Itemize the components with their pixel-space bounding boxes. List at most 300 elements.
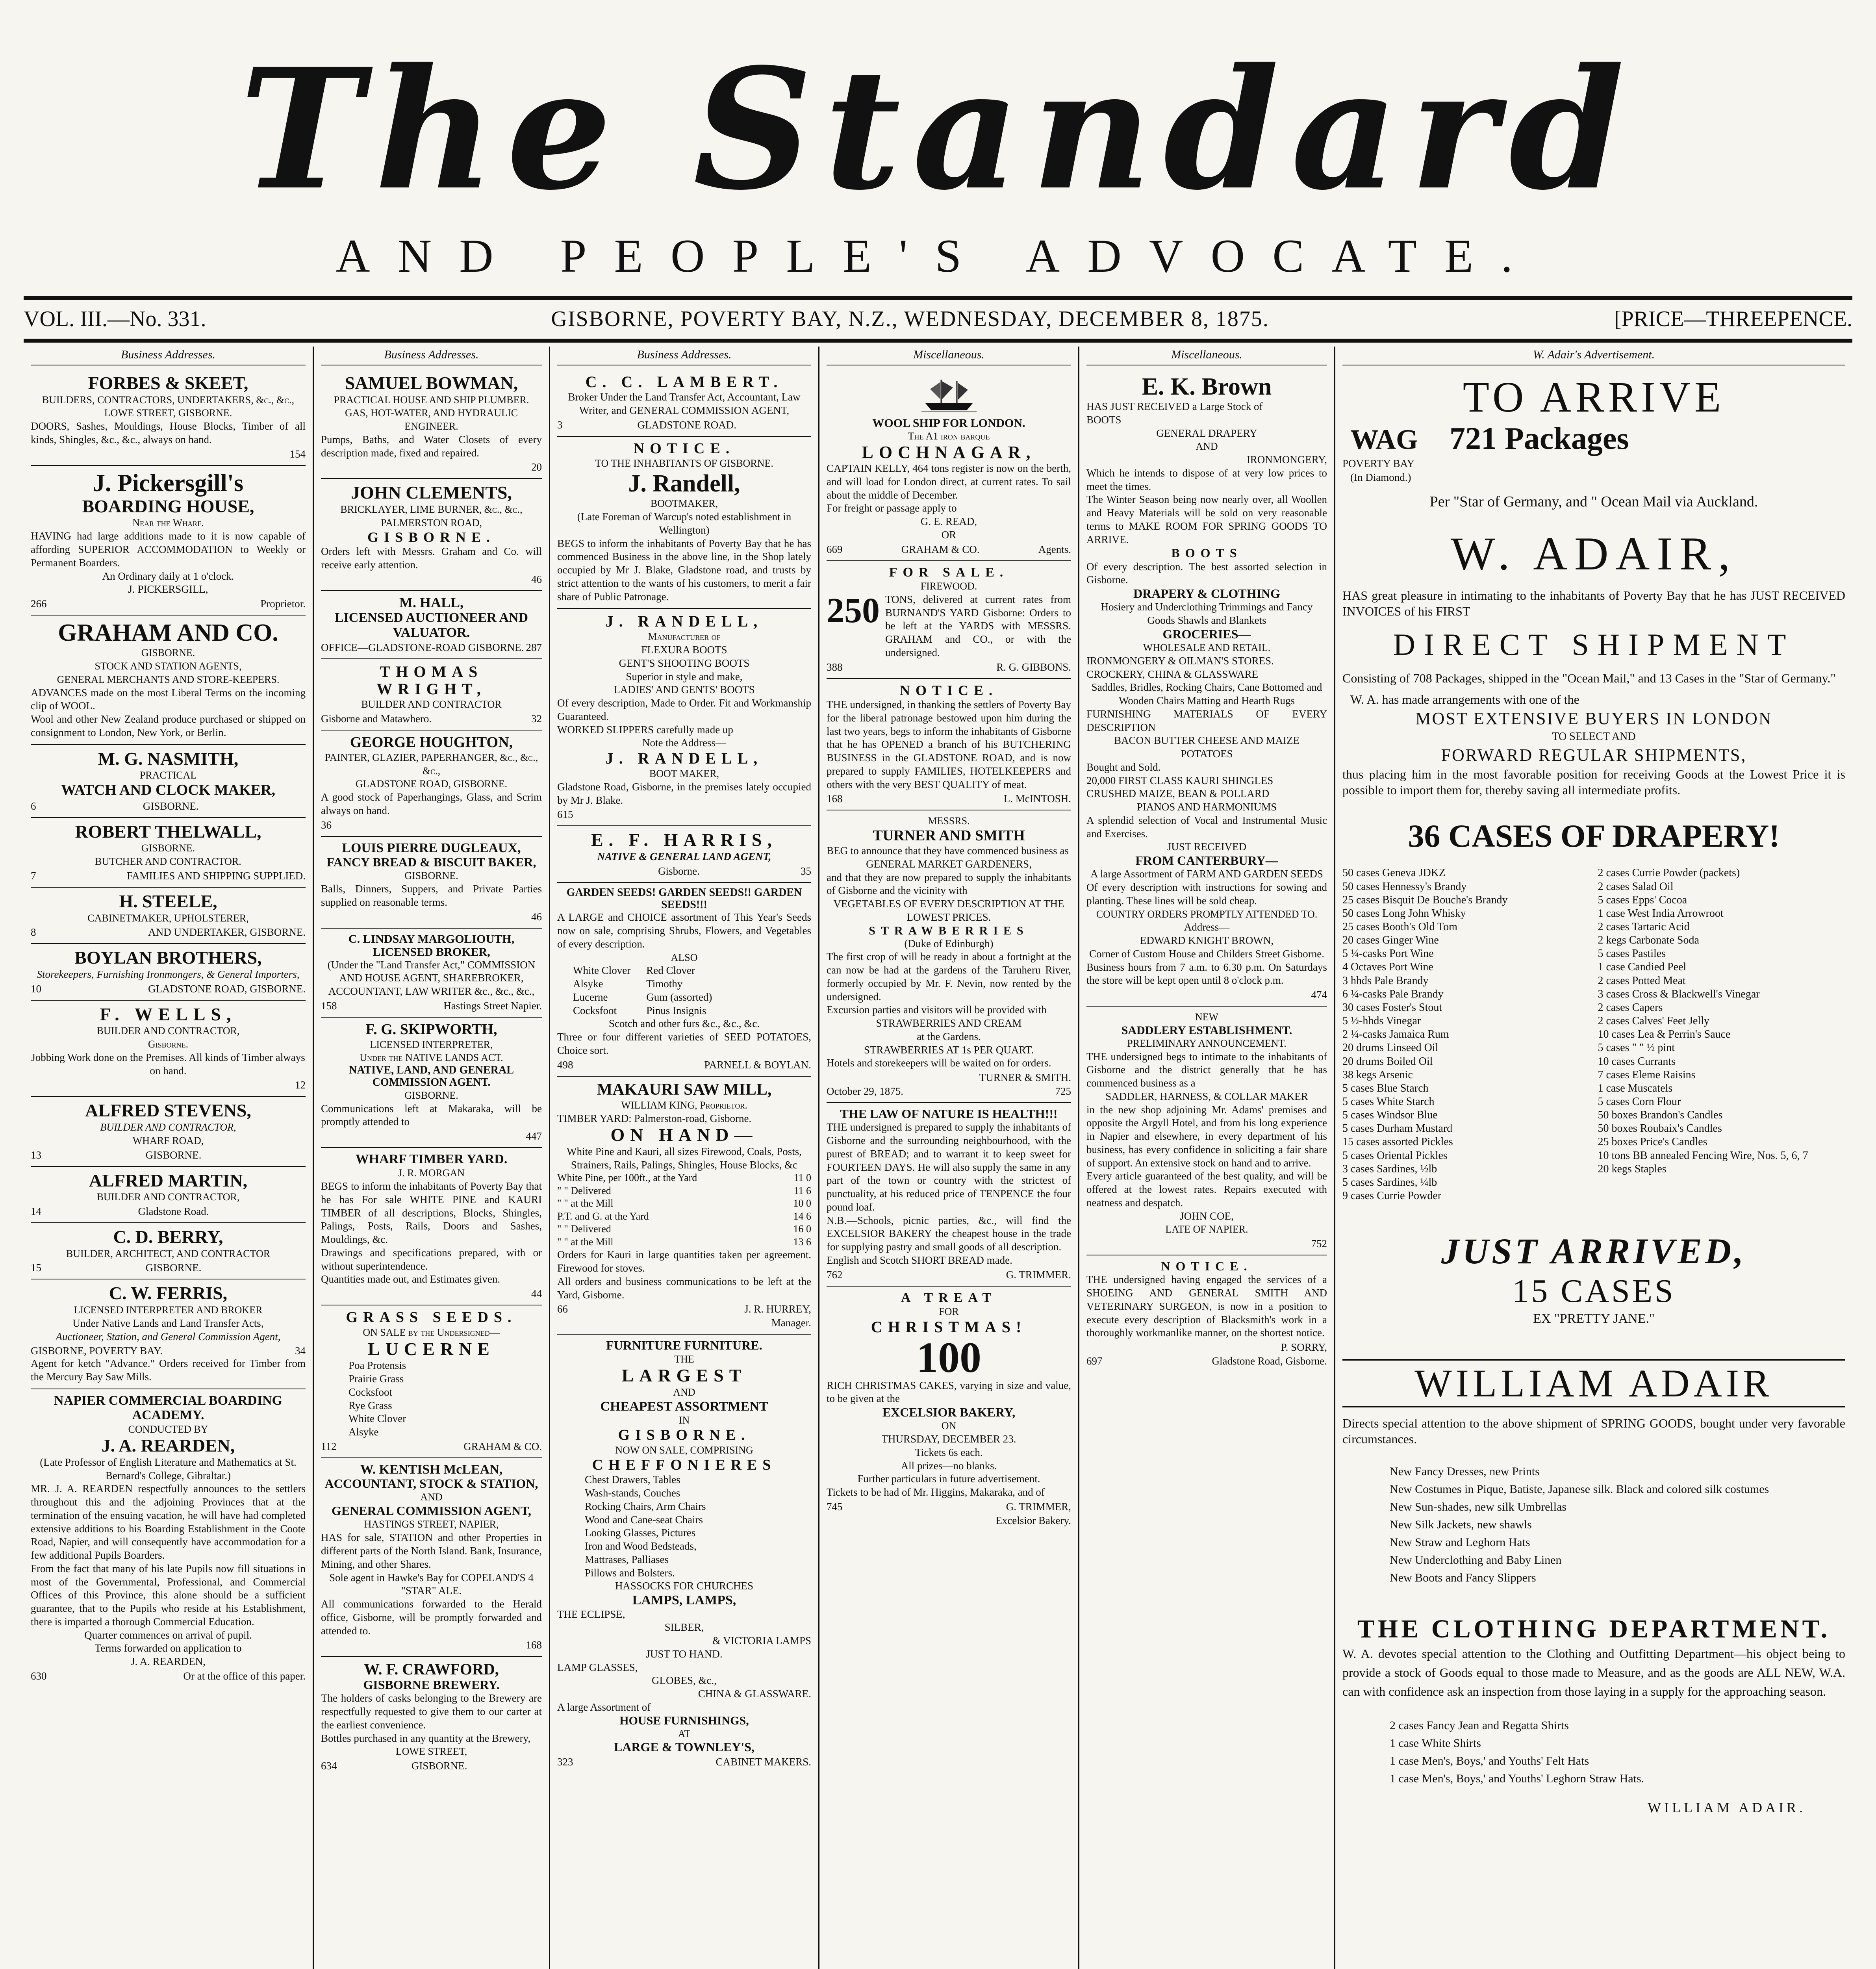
price-label: " " Delivered [557, 1223, 611, 1235]
ad-location: GISBORNE. [145, 1149, 202, 1161]
ad-text: Which he intends to dispose of at very low prices to meet the times. [1086, 467, 1327, 492]
masthead-rule-top [24, 296, 1852, 300]
price-label: " " at the Mill [557, 1236, 614, 1248]
ad-title: TURNER AND SMITH [873, 827, 1025, 844]
ad-line: Further particulars in future advertisement. [857, 1473, 1040, 1485]
ad-line: GLOBES, &c., [652, 1674, 717, 1687]
ad-title: M. G. NASMITH, [98, 748, 239, 769]
list-item: 1 case West India Arrowroot [1598, 907, 1724, 920]
ad-address: TIMBER YARD: Palmerston-road, Gisborne. [557, 1112, 752, 1124]
ad-title: THE LAW OF NATURE IS HEALTH!!! [840, 1107, 1058, 1121]
column-5 [1078, 347, 1334, 1969]
list-item: New Costumes in Pique, Batiste, Japanese silk. Black and colored silk costumes [1390, 1483, 1769, 1496]
list-item: 5 ½-hhds Vinegar [1342, 1015, 1421, 1027]
ad-line: CHEAPEST ASSORTMENT [600, 1399, 768, 1414]
position-text: thus placing him in the most favorable position for receiving Goods at the Lowest Price it is possible to import them for, thereby saving all intermediate profits. [1342, 767, 1845, 797]
ad-trade: BUILDER AND CONTRACTOR [361, 699, 502, 710]
ad-number: 20 [531, 461, 542, 473]
ad-text: Of every description. The best assorted selection in Gisborne. [1086, 560, 1327, 586]
list-item: 2 cases Calves' Feet Jelly [1598, 1015, 1709, 1027]
masthead-rule-bottom [24, 339, 1852, 343]
ad-sorry-notice [1086, 1255, 1327, 1372]
ad-ek-brown [1086, 369, 1327, 1007]
poverty-bay-label: POVERTY BAY [1342, 458, 1415, 469]
ad-agent: G. E. READ, [920, 515, 977, 528]
ad-note: FAMILIES AND SHIPPING SUPPLIED. [126, 870, 306, 882]
ad-title: NOTICE. [1161, 1259, 1253, 1274]
list-item: 3 hhds Pale Brandy [1342, 974, 1429, 987]
list-item: 20 cases Ginger Wine [1342, 934, 1439, 947]
list-item: 2 cases Currie Powder (packets) [1598, 867, 1740, 879]
list-item: 6 ¼-casks Pale Brandy [1342, 988, 1444, 1000]
ad-skipworth [321, 1018, 542, 1148]
list-item: 20 drums Linseed Oil [1342, 1042, 1439, 1054]
list-item: Prairie Grass [349, 1373, 404, 1385]
ad-text: HAS JUST RECEIVED a Large Stock of [1086, 400, 1263, 413]
list-item: 7 cases Eleme Raisins [1598, 1068, 1696, 1081]
list-item: 2 cases Potted Meat [1598, 974, 1686, 987]
price-value: 14 6 [793, 1210, 811, 1222]
column-heading: W. Adair's Advertisement. [1342, 347, 1845, 365]
list-item: New Underclothing and Baby Linen [1390, 1554, 1562, 1567]
list-item: 2 kegs Carbonate Soda [1598, 934, 1699, 947]
ad-number: 46 [531, 910, 542, 923]
list-item: Alsyke [573, 978, 603, 990]
list-item: Iron and Wood Bedsteads, [585, 1540, 697, 1552]
ad-number: 8 [31, 926, 36, 938]
ad-title: WOOL SHIP FOR LONDON. [872, 417, 1025, 430]
ad-trade: NATIVE & GENERAL LAND AGENT, [597, 851, 771, 863]
ad-address: OFFICE—GLADSTONE-ROAD GISBORNE. [321, 642, 524, 654]
ad-title: JOHN CLEMENTS, [351, 482, 512, 503]
ad-line: WORKED SLIPPERS carefully made up [557, 723, 733, 736]
ad-text: THE undersigned begs to intimate to the inhabitants of Gisborne and the district generally that he has commenced business as a [1086, 1050, 1327, 1089]
ad-line: IRONMONGERY, [1246, 454, 1327, 466]
list-item: 1 case Candied Peel [1598, 961, 1687, 973]
ad-subtitle: MESSRS. [928, 815, 970, 827]
list-item: 5 cases Windsor Blue [1342, 1109, 1438, 1122]
ad-number: 752 [1311, 1238, 1327, 1250]
ad-napier-academy [31, 1389, 306, 1687]
ad-item-heading: GROCERIES— [1162, 627, 1251, 641]
ad-text: Saddles, Bridles, Rocking Chairs, Cane Bottomed and Wooden Chairs Matting and Hearth Rugs [1091, 681, 1322, 707]
clothing-text: W. A. devotes special attention to the Clothing and Outfitting Department—his object being to provide a stock of Goods equal to those made to Measure, and as the goods are ALL NEW, W.A. can with confidence ask an inspection from those laying in a supply for the approaching season. [1342, 1646, 1845, 1699]
ad-name: EDWARD KNIGHT BROWN, [1140, 934, 1274, 947]
ad-location: GISBORNE. [141, 842, 195, 854]
list-item: Lucerne [573, 991, 608, 1003]
list-item: 5 cases White Starch [1342, 1096, 1435, 1108]
ad-signature: R. G. GIBBONS. [996, 661, 1071, 673]
ad-text: A splendid selection of Vocal and Instrumental Music and Exercises. [1086, 814, 1327, 840]
list-item: New Silk Jackets, new shawls [1390, 1518, 1532, 1531]
adair-name-heading: W. ADAIR, [1450, 527, 1737, 580]
list-item: 1 case Men's, Boys,' and Youths' Felt Hats [1390, 1754, 1589, 1768]
ad-wool-ship [827, 369, 1071, 561]
list-item: Rye Grass [349, 1399, 392, 1411]
list-item: 25 boxes Price's Candles [1598, 1136, 1707, 1148]
ad-title: ROBERT THELWALL, [75, 821, 261, 842]
ad-title: GRAHAM AND CO. [58, 619, 278, 647]
list-item: Mattrases, Palliases [585, 1553, 669, 1565]
ad-text: Excursion parties and visitors will be provided with [827, 1004, 1047, 1016]
ad-trade: LICENSED INTERPRETER, [370, 1038, 493, 1050]
ad-thelwall [31, 818, 306, 888]
ad-location: GISBORNE. [141, 647, 195, 659]
ad-trade: WATCH AND CLOCK MAKER, [61, 781, 275, 798]
ad-line: & VICTORIA LAMPS [712, 1635, 811, 1647]
ad-number: 112 [321, 1440, 337, 1452]
ad-trade: BUILDER AND CONTRACTOR, [96, 1191, 240, 1203]
price-row [557, 1210, 811, 1223]
ad-note: Quarter commences on arrival of pupil. [84, 1629, 252, 1641]
ad-title: E. F. HARRIS, [591, 830, 777, 850]
ad-location: GISBORNE. [143, 800, 199, 812]
ad-trade: GISBORNE BREWERY. [363, 1678, 500, 1692]
ad-trade: SADDLER, HARNESS, & COLLAR MAKER [1105, 1090, 1308, 1102]
list-item: Red Clover [646, 964, 695, 977]
ad-randell-boots [557, 609, 811, 826]
ad-subtitle: FIREWOOD. [920, 580, 977, 592]
ad-item-heading: ON HAND— [610, 1125, 758, 1145]
arrangements-text: W. A. has made arrangements with one of the [1350, 692, 1579, 706]
price-value: 11 0 [793, 1172, 811, 1184]
list-item: 1 case White Shirts [1390, 1737, 1481, 1750]
ad-address: Hastings Street Napier. [443, 999, 542, 1012]
ad-address: Gladstone Road. [138, 1205, 209, 1217]
ad-line: WHOLESALE AND RETAIL. [1143, 642, 1271, 654]
ad-title: BOYLAN BROTHERS, [74, 947, 262, 968]
ad-big-number: 100 [916, 1333, 981, 1381]
ad-clements [321, 479, 542, 591]
ad-number: 287 [526, 642, 542, 654]
ad-text: STRAWBERRIES AT 1s PER QUART. [864, 1044, 1034, 1056]
ad-text: THE undersigned is prepared to supply the inhabitants of Gisborne and the surrounding neighbourhood, with the purest of BREAD; and to warrant it to keep sweet for FOURTEEN DAYS. He will also supply the same in any part of the town or country with the strictest of punctuality, at his reduced price of TENPENCE the four pound loaf. [827, 1121, 1071, 1213]
list-item: 3 cases Cross & Blackwell's Vinegar [1598, 988, 1760, 1000]
ad-graham [31, 616, 306, 745]
ad-line: COUNTRY ORDERS PROMPTLY ATTENDED TO. [1096, 908, 1318, 920]
list-item: Wood and Cane-seat Chairs [585, 1513, 703, 1526]
ad-trade: BOOTMAKER, [650, 498, 718, 510]
ad-note: An Ordinary daily at 1 o'clock. [102, 570, 234, 582]
ad-name: LOCHNAGAR, [862, 442, 1036, 462]
ad-address: Corner of Custom House and Childers Street Gisborne. [1089, 947, 1324, 960]
ad-item-heading: STRAWBERRIES [869, 924, 1029, 937]
adair-intro-text: HAS great pleasure in intimating to the inhabitants of Poverty Bay that he has JUST RECEIVED INVOICES of his FIRST [1342, 588, 1845, 618]
ad-christmas-treat [827, 1287, 1071, 1531]
list-item: Pillows and Bolsters. [585, 1567, 675, 1579]
clothing-list [1342, 1717, 1845, 1787]
ad-text: in the new shop adjoining Mr. Adams' premises and opposite the Argyll Hotel, and from his long experience in Napier and elsewhere, in every department of his business, has every confidence in soliciting a fair share of support. An extensive stock on hand and to arrive. [1086, 1103, 1327, 1169]
ad-text: Hosiery and Underclothing Trimmings and Fancy Goods Shawls and Blankets [1101, 601, 1313, 627]
ad-turner-smith [827, 810, 1071, 1103]
ad-hall [321, 591, 542, 659]
ad-note: (Duke of Edinburgh) [904, 937, 994, 949]
list-item: 50 cases Geneva JDKZ [1342, 867, 1446, 879]
ad-title: WHARF TIMBER YARD. [355, 1152, 508, 1167]
ad-line: 20,000 FIRST CLASS KAURI SHINGLES [1086, 774, 1274, 786]
ad-title: NOTICE. [899, 682, 998, 698]
ad-trade: Storekeepers, Furnishing Ironmongers, & General Importers, [37, 968, 300, 980]
list-item: 5 cases Oriental Pickles [1342, 1149, 1448, 1162]
ad-address: Gladstone Road, Gisborne, in the premises lately occupied by Mr J. Blake. [557, 781, 811, 806]
ad-martin [31, 1167, 306, 1223]
ad-text: Agent for ketch "Advance." Orders received for Timber from the Mercury Bay Saw Mills. [31, 1357, 306, 1383]
ad-trade: CABINETMAKER, UPHOLSTERER, [87, 912, 249, 924]
ad-harris [557, 826, 811, 883]
ad-text: From the fact that many of his late Pupils now fill situations in most of the Governmental, Professional, and Commercial Offices of this Province, this alone should be a sufficient guarantee, that to the Pupils who reside at his Establishment, there is imparted a thorough Commercial Education. [31, 1562, 306, 1628]
consisting-text: Consisting of 708 Packages, shipped in the "Ocean Mail," and 13 Cases in the "Star of Germany." [1342, 671, 1836, 685]
newspaper-subtitle: AND PEOPLE'S ADVOCATE. [336, 230, 1540, 282]
list-item: 50 cases Hennessy's Brandy [1342, 880, 1467, 893]
drapery-heading: 36 CASES OF DRAPERY! [1408, 818, 1780, 854]
spring-goods-list [1342, 1463, 1845, 1587]
ad-title: M. HALL, [399, 594, 463, 610]
list-item: 2 cases Capers [1598, 1001, 1663, 1014]
ad-trade: PRACTICAL [139, 769, 197, 781]
ad-line: NEW [1195, 1011, 1219, 1023]
ad-text: VEGETABLES OF EVERY DESCRIPTION AT THE LOWEST PRICES. [833, 898, 1064, 923]
buyers-heading: MOST EXTENSIVE BUYERS IN LONDON [1415, 708, 1772, 728]
ad-trade: AND UNDERTAKER, GISBORNE. [148, 926, 306, 938]
ad-number: 669 [827, 543, 843, 555]
ad-forbes-skeet [31, 369, 306, 466]
ad-number: 745 [827, 1500, 843, 1513]
ad-number: 7 [31, 870, 36, 882]
ad-trade: (Under the "Land Transfer Act," COMMISSION AND HOUSE AGENT, SHAREBROKER, ACCOUNTANT, LAW WRITER &c., &c., &c., [327, 959, 536, 997]
ad-title: C. C. LAMBERT. [585, 373, 783, 391]
price-value: 16 0 [793, 1223, 811, 1235]
list-item: New Boots and Fancy Slippers [1390, 1571, 1536, 1585]
ad-text: STRAWBERRIES AND CREAM [876, 1017, 1022, 1029]
ad-line: A large Assortment of [557, 1701, 651, 1713]
ad-text: and that they are now prepared to supply the inhabitants of Gisborne and the vicinity with [827, 871, 1071, 897]
ad-trade: PAINTER, GLAZIER, PAPERHANGER, &c., &c., &c., [324, 751, 538, 777]
ad-line: JUST TO HAND. [646, 1648, 723, 1660]
ad-saddlery [1086, 1007, 1327, 1255]
ad-text: ADVANCES made on the most Liberal Terms on the incoming clip of WOOL. [31, 686, 306, 712]
list-item: 2 cases Fancy Jean and Regatta Shirts [1390, 1719, 1569, 1732]
ad-text: Hotels and storekeepers will be waited on for orders. [827, 1057, 1051, 1069]
ad-randell-notice [557, 437, 811, 609]
ad-pickersgill [31, 466, 306, 616]
price-value: 11 6 [793, 1185, 811, 1196]
ad-berry [31, 1223, 306, 1279]
ad-bowman [321, 369, 542, 479]
ex-ship-line: EX "PRETTY JANE." [1533, 1311, 1655, 1326]
ad-text: N.B.—Schools, picnic parties, &c., will find the EXCELSIOR BAKERY the cheapest house in the trade for supplying pastry and small goods of all description. [827, 1214, 1071, 1253]
ad-line: Tickets 6s each. [915, 1446, 983, 1458]
ad-title: NAPIER COMMERCIAL BOARDING ACADEMY. [54, 1393, 282, 1423]
ad-role: Excelsior Bakery. [995, 1514, 1071, 1526]
ad-mcintosh [827, 679, 1071, 811]
price-row [557, 1223, 811, 1236]
ad-line: Superior in style and make, [626, 670, 743, 682]
ad-title: C. LINDSAY MARGOLIOUTH, LICENSED BROKER, [348, 932, 515, 959]
ad-text: Jobbing Work done on the Premises. All kinds of Timber always on hand. [31, 1051, 305, 1077]
goods-list-left [1342, 866, 1590, 1203]
price-label: P.T. and G. at the Yard [557, 1210, 649, 1222]
price-label: " " at the Mill [557, 1198, 614, 1209]
list-item: 5 cases Corn Flour [1598, 1096, 1681, 1108]
ad-text: English and Scotch SHORT BREAD made. [827, 1254, 1012, 1266]
list-item: 5 cases " " ½ pint [1598, 1042, 1675, 1054]
ad-text: HAVING had large additions made to it is now capable of affording SUPERIOR ACCOMMODATION to Weekly or Permanent Boarders. [31, 530, 306, 569]
ad-role: Manager. [771, 1317, 811, 1329]
ad-nasmith [31, 745, 306, 818]
ad-text: Broker Under the Land Transfer Act, Accountant, Law Writer, and GENERAL COMMISSION AGENT, [568, 391, 801, 416]
price-row [557, 1172, 811, 1185]
ad-line: CHINA & GLASSWARE. [698, 1688, 811, 1700]
ad-text: Bottles purchased in any quantity at the Brewery, [321, 1732, 531, 1744]
list-item: 20 kegs Staples [1598, 1162, 1667, 1175]
ad-title: ALFRED MARTIN, [89, 1170, 248, 1190]
adair-signature: WILLIAM ADAIR. [1648, 1800, 1806, 1816]
ad-line: LAMP GLASSES, [557, 1661, 638, 1673]
ad-line: Of every description, Made to Order. Fit and Workmanship Guaranteed. [557, 697, 811, 722]
ad-text: Of every description with instructions for sowing and planting. These lines will be sold cheap. [1086, 881, 1327, 907]
ad-text: Scotch and other furs &c., &c., &c. [608, 1018, 760, 1030]
column-3 [549, 347, 818, 1969]
ad-number: 697 [1086, 1355, 1103, 1367]
ad-title: C. D. BERRY, [113, 1226, 223, 1247]
price-row [557, 1197, 811, 1210]
ad-number: 498 [557, 1059, 573, 1071]
ad-line: AT [678, 1728, 691, 1739]
ad-location: GISBORNE. [145, 1262, 202, 1274]
list-item: 50 cases Long John Whisky [1342, 907, 1466, 920]
ad-mclean [321, 1458, 542, 1657]
ad-trade: BUILDER AND CONTRACTOR, [96, 1025, 240, 1037]
ad-line: CHEFFONIERES [592, 1456, 777, 1473]
ad-line: AND [673, 1387, 695, 1398]
ad-trade: GENERAL MARKET GARDENERS, [866, 858, 1032, 870]
ad-trade: Auctioneer, Station, and General Commission Agent, [56, 1330, 281, 1342]
ad-location: GISBORNE. [367, 529, 496, 545]
list-item: 38 kegs Arsenic [1342, 1068, 1413, 1081]
ad-line: PIANOS AND HARMONIUMS [1136, 801, 1277, 813]
packages-count: 721 Packages [1450, 421, 1629, 456]
ad-text: BEGS to inform the inhabitants of Poverty Bay that he has For sale WHITE PINE and KAURI TIMBER of all descriptions, Blocks, Shingles, Palings, Posts, Rails, Doors and Sashes, Mouldings, &c. [321, 1180, 542, 1246]
diamond-label: (In Diamond.) [1350, 471, 1411, 484]
ad-trade: BUILDER AND CONTRACTOR, [100, 1121, 236, 1133]
ad-number: 388 [827, 661, 843, 673]
column-6-adair [1334, 347, 1852, 1969]
ad-line: FURNISHING MATERIALS OF EVERY DESCRIPTION [1086, 708, 1327, 733]
ad-text: A good stock of Paperhangings, Glass, and Scrim always on hand. [321, 791, 542, 816]
ad-line: JUST RECEIVED [1167, 841, 1247, 853]
ad-title: E. K. Brown [1142, 373, 1272, 400]
ad-trade: GENERAL MERCHANTS AND STORE-KEEPERS. [57, 673, 280, 685]
ad-houghton [321, 730, 542, 837]
list-item: 2 cases Salad Oil [1598, 880, 1674, 893]
ad-text: THE undersigned having engaged the services of a SHOEING AND GENERAL SMITH AND VETERINARY SURGEON, is now in a position to execute every description of Blacksmith's work in a thoroughly workmanlike manner, on the shortest notice. [1086, 1274, 1327, 1339]
ad-number: 13 [31, 1149, 41, 1161]
ad-trade: FANCY BREAD & BISCUIT BAKER, [326, 855, 536, 870]
ad-title: GRASS SEEDS. [346, 1309, 517, 1326]
ad-signature: J. A. REARDEN, [131, 1656, 206, 1668]
column-4 [818, 347, 1078, 1969]
ad-address: GLADSTONE ROAD, GISBORNE. [148, 983, 306, 995]
ad-name: J. RANDELL, [605, 749, 763, 768]
ad-title: A TREAT [901, 1290, 997, 1305]
ad-signature: J. R. HURREY, [744, 1303, 811, 1315]
ad-address: HASTINGS STREET, NAPIER, [364, 1518, 499, 1530]
ad-text: CAPTAIN KELLY, 464 tons register is now on the berth, and will load for London direct, at current rates. To sail about the middle of December. [827, 462, 1071, 501]
ad-signature: TURNER & SMITH. [979, 1072, 1071, 1084]
just-arrived-heading: JUST ARRIVED, [1441, 1231, 1747, 1272]
list-item: White Clover [349, 1413, 406, 1425]
list-item: Cocksfoot [573, 1004, 617, 1016]
ad-makauri-saw-mill [557, 1077, 811, 1335]
ad-note: Terms forwarded on application to [95, 1642, 242, 1654]
ad-title: C. W. FERRIS, [109, 1283, 228, 1303]
ad-item-heading: DRAPERY & CLOTHING [1133, 586, 1280, 601]
dateline-bar [24, 301, 1852, 337]
ad-wells [31, 1001, 306, 1097]
ad-text: Pumps, Baths, and Water Closets of every description made, fixed and repaired. [321, 433, 542, 459]
ad-text: BEG to announce that they have commenced business as [827, 845, 1069, 857]
column-2 [313, 347, 549, 1969]
ad-subtitle: WILLIAM KING, Proprietor. [621, 1099, 747, 1111]
list-item: 3 cases Sardines, ½lb [1342, 1162, 1437, 1175]
ad-furniture [557, 1335, 811, 1772]
ad-line: CRUSHED MAIZE, BEAN & POLLARD [1086, 788, 1270, 800]
ad-line: EXCELSIOR BAKERY, [882, 1405, 1016, 1420]
ad-line: BOOTS [1086, 413, 1122, 426]
ad-text: Business hours from 7 a.m. to 6.30 p.m. On Saturdays the store will be kept open until 8 o'clock p.m. [1086, 961, 1327, 986]
ad-line: CHRISTMAS! [871, 1318, 1027, 1336]
ad-number: 6 [31, 800, 36, 812]
ad-agent: GRAHAM & CO. [901, 543, 980, 555]
ad-text: Every article guaranteed of the best quality, and will be offered at the lowest rates. Repairs executed with neatness and despatch. [1086, 1170, 1327, 1209]
ad-address: LOWE STREET, GISBORNE. [104, 407, 232, 419]
ad-title: GEORGE HOUGHTON, [350, 734, 513, 751]
to-arrive-heading: TO ARRIVE [1463, 373, 1725, 421]
ad-note: (Late Foreman of Warcup's noted establishment in Wellington) [577, 511, 792, 536]
clothing-department-heading: THE CLOTHING DEPARTMENT. [1357, 1615, 1831, 1644]
direct-shipment-heading: DIRECT SHIPMENT [1393, 627, 1795, 662]
ad-line: HOUSE FURNISHINGS, [619, 1714, 749, 1727]
ad-line: Bought and Sold. [1086, 761, 1161, 773]
ad-text: Drawings and specifications prepared, with or without superintendence. [321, 1246, 542, 1272]
ad-lambert [557, 369, 811, 437]
ad-title: ALFRED STEVENS, [85, 1100, 251, 1121]
ad-text: DOORS, Sashes, Mouldings, House Blocks, Timber of all kinds, Shingles, &c., &c., always on hand. [31, 420, 306, 445]
ad-date: October 29, 1875. [827, 1085, 903, 1098]
list-item: 5 cases Durham Mustard [1342, 1122, 1453, 1135]
volume-number: VOL. III.—No. 331. [24, 307, 206, 331]
ad-note: Note the Address— [642, 737, 726, 749]
ad-crawford [321, 1657, 542, 1777]
ad-trade: STOCK AND STATION AGENTS, [95, 660, 242, 672]
column-heading: Business Addresses. [557, 347, 811, 365]
ad-title: LOUIS PIERRE DUGLEAUX, [342, 840, 521, 855]
ad-text: A LARGE and CHOICE assortment of This Year's Seeds now on sale, comprising Shrubs, Flowers, and Vegetables of every description. [557, 911, 811, 950]
ad-or: OR [941, 528, 957, 541]
ad-address: PALMERSTON ROAD, [380, 517, 482, 528]
price: [PRICE—THREEPENCE. [1614, 307, 1852, 331]
ad-line: LARGE & TOWNLEY'S, [614, 1740, 755, 1754]
list-item: 50 boxes Brandon's Candles [1598, 1109, 1723, 1122]
list-item: New Fancy Dresses, new Prints [1390, 1465, 1540, 1478]
ad-title: W. F. CRAWFORD, [364, 1660, 499, 1678]
ad-boylan [31, 944, 306, 1000]
ad-address: GISBORNE, POVERTY BAY. [31, 1345, 163, 1357]
ad-text: BEGS to inform the inhabitants of Poverty Bay that he has commenced Business in the above line, in the Shop lately occupied by Mr J. Blake, Gladstone road, and trusts by strict attention to the wants of his customers, to merit a fair share of Public Patronage. [557, 537, 811, 603]
list-item: 15 cases assorted Pickles [1342, 1136, 1453, 1148]
ad-number: 447 [526, 1130, 542, 1142]
ad-subtitle: ALSO [671, 951, 698, 963]
